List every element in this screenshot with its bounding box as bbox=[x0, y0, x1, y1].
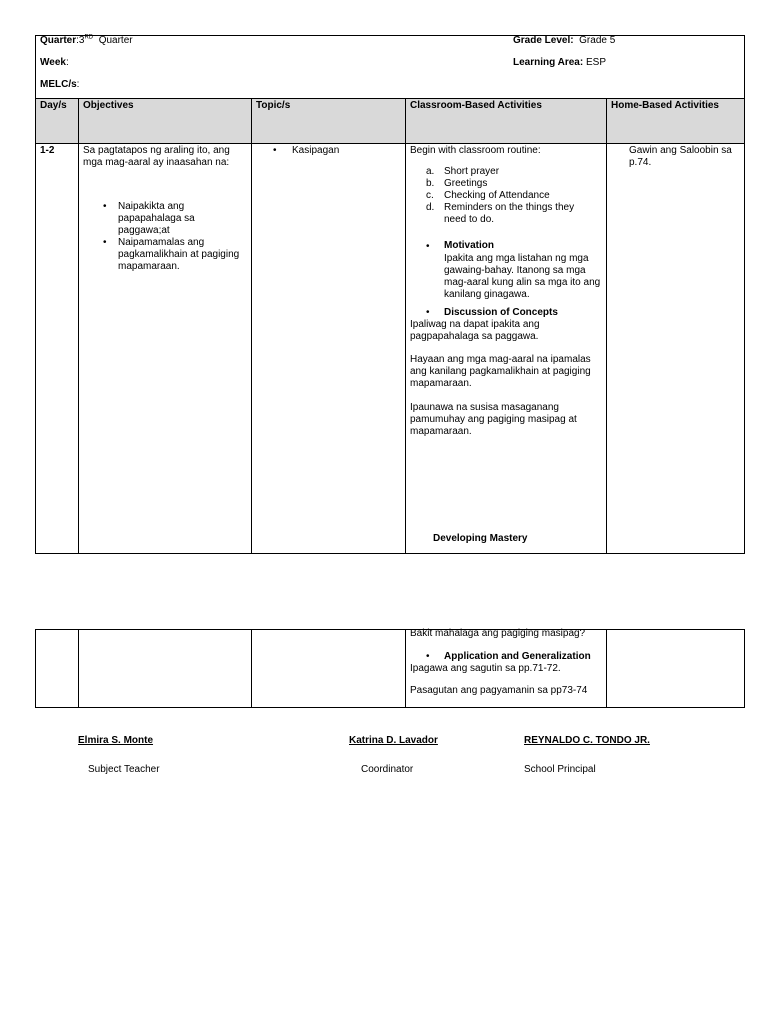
table2-border-bottom bbox=[35, 707, 745, 708]
table2-col-divider-4 bbox=[606, 629, 607, 708]
grade-level-value: Grade 5 bbox=[579, 35, 616, 46]
table-border-left bbox=[35, 35, 36, 554]
quarter-word: Quarter bbox=[98, 35, 133, 46]
signature-role-principal: School Principal bbox=[524, 764, 596, 775]
grade-level-label: Grade Level: bbox=[513, 35, 574, 46]
col-divider-4 bbox=[606, 98, 607, 554]
motivation-text: Ipakita ang mga listahan ng mga gawaing-bahay. Itanong sa mga mag-aaral kung alin sa mga ito ang kanilang ginagawa. bbox=[444, 253, 601, 300]
melc-line: MELC/s: bbox=[40, 79, 80, 90]
quarter-number: 3 bbox=[78, 35, 85, 46]
routine-marker: b. bbox=[426, 178, 435, 189]
routine-marker: a. bbox=[426, 166, 435, 177]
col-divider-1 bbox=[78, 98, 79, 554]
col-header-day: Day/s bbox=[40, 100, 67, 111]
mastery-question: Bakit mahalaga ang pagiging masipag? bbox=[410, 628, 586, 639]
header-row-top-rule bbox=[35, 98, 745, 99]
motivation-title: Motivation bbox=[444, 240, 494, 251]
col-header-classroom: Classroom-Based Activities bbox=[410, 100, 542, 111]
objective-item: • bbox=[103, 201, 107, 212]
application-bullet: • bbox=[426, 651, 430, 662]
table2-border-right bbox=[744, 629, 745, 708]
routine-item: Reminders on the things they need to do. bbox=[444, 202, 575, 225]
learning-area-value: ESP bbox=[585, 57, 606, 68]
routine-item: Short prayer bbox=[444, 166, 500, 177]
signature-name-principal: REYNALDO C. TONDO JR. bbox=[524, 735, 650, 746]
table-border-bottom bbox=[35, 553, 745, 554]
signature-name-teacher: Elmira S. Monte bbox=[78, 735, 154, 746]
discussion-paragraph: Ipaunawa na susisa masaganang pamumuhay ang pagiging masipag at mapamaraan. bbox=[410, 402, 577, 437]
melc-label: MELC/s bbox=[40, 79, 77, 90]
routine-item: Checking of Attendance bbox=[444, 190, 550, 201]
objective-text: Naipamamalas ang pagkamalikhain at pagiging mapamaraan. bbox=[118, 237, 240, 272]
discussion-paragraph: Ipaliwag na dapat ipakita ang pagpapahalaga sa paggawa. bbox=[410, 319, 540, 342]
routine-intro: Begin with classroom routine: bbox=[410, 145, 541, 156]
routine-marker: d. bbox=[426, 202, 435, 213]
col-divider-2 bbox=[251, 98, 252, 554]
objective-item: • bbox=[103, 237, 107, 248]
topic-bullet: • bbox=[273, 145, 277, 156]
quarter-label: Quarter bbox=[40, 35, 77, 46]
application-text: Ipagawa ang sagutin sa pp.71-72. bbox=[410, 663, 561, 674]
week-line: Week: bbox=[40, 57, 69, 68]
learning-area-label: Learning Area: bbox=[513, 57, 584, 68]
home-activity: Gawin ang Saloobin sa p.74. bbox=[629, 145, 732, 168]
discussion-bullet: • bbox=[426, 307, 430, 318]
motivation-bullet: • bbox=[426, 241, 430, 252]
quarter-line: Quarter:3RD Quarter bbox=[40, 34, 133, 46]
signature-name-coordinator: Katrina D. Lavador bbox=[349, 735, 438, 746]
table-border-right bbox=[744, 35, 745, 554]
table2-col-divider-1 bbox=[78, 629, 79, 708]
signature-role-teacher: Subject Teacher bbox=[88, 764, 160, 775]
topic-value: Kasipagan bbox=[292, 145, 340, 156]
objectives-intro: Sa pagtatapos ng araling ito, ang mga mag-aaral ay inaasahan na: bbox=[83, 145, 230, 168]
pagyamanin-text: Pasagutan ang pagyamanin sa pp73-74 bbox=[410, 685, 588, 696]
discussion-paragraph: Hayaan ang mga mag-aaral na ipamalas ang kanilang pagkamalikhain at pagiging mapamaraan. bbox=[410, 354, 591, 389]
col-divider-3 bbox=[405, 98, 406, 554]
table2-col-divider-3 bbox=[405, 629, 406, 708]
table2-border-top bbox=[35, 629, 745, 630]
learning-area-line bbox=[513, 57, 606, 69]
application-title: Application and Generalization bbox=[444, 651, 591, 662]
header-row-bottom-rule bbox=[35, 143, 745, 144]
objective-text: Naipakikta ang papapahalaga sa paggawa;at bbox=[118, 201, 195, 236]
day-value: 1-2 bbox=[40, 145, 55, 156]
quarter-suffix: RD bbox=[84, 34, 94, 41]
mastery-title: Developing Mastery bbox=[433, 533, 528, 544]
table-border-top bbox=[35, 35, 745, 36]
col-header-objectives: Objectives bbox=[83, 100, 134, 111]
table2-border-left bbox=[35, 629, 36, 708]
week-label: Week bbox=[40, 57, 66, 68]
signature-role-coordinator: Coordinator bbox=[361, 764, 414, 775]
routine-marker: c. bbox=[426, 190, 434, 201]
col-header-home: Home-Based Activities bbox=[611, 100, 719, 111]
discussion-title: Discussion of Concepts bbox=[444, 307, 558, 318]
grade-level-line bbox=[513, 35, 615, 47]
routine-item: Greetings bbox=[444, 178, 488, 189]
table2-col-divider-2 bbox=[251, 629, 252, 708]
col-header-topic: Topic/s bbox=[256, 100, 291, 111]
